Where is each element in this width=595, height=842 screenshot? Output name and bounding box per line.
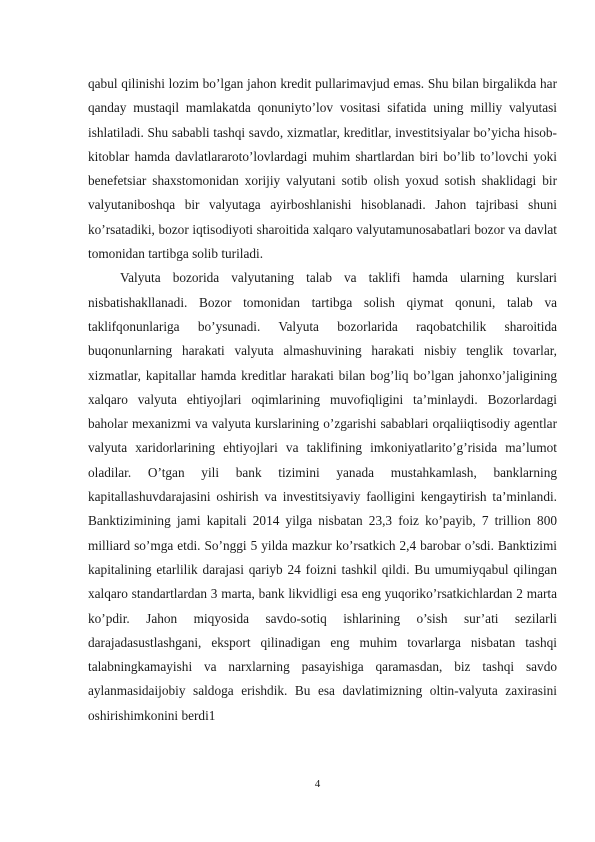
paragraph: qabul qilinishi lozim bo’lgan jahon kredit pullarimavjud emas. Shu bilan birgalikda har qanday mustaqil mamlakatda qonuniyto’lov vositasi sifatida uning milliy valyutasi ishlatiladi. Shu sababli tashqi savdo, xizmatlar, kreditlar, investitsiyalar bo’yicha hisob-kitoblar hamda davlatlararoto’lovlardagi muhim shartlardan biri bo’lib to’lovchi yoki benefetsiar shaxstomonidan xorijiy valyutani sotib olish yoxud sotish shaklidagi bir valyutaniboshqa bir valyutaga ayirboshlanishi hisoblanadi. Jahon tajribasi shuni ko’rsatadiki, bozor iqtisodiyoti sharoitida xalqaro valyutamunosabatlari bozor va davlat tomonidan tartibga solib turiladi. <box>88 76 557 262</box>
page-number: 4 <box>314 778 321 790</box>
paragraph: Valyuta bozorida valyutaning talab va taklifi hamda ularning kurslari nisbatishakllanadi. Bozor tomonidan tartibga solish qiymat qonuni, talab va taklifqonunlariga bo’ysunadi. Valyuta bozorlarida raqobatchilik sharoitida buqonunlarning harakati valyuta almashuvining harakati nisbiy tenglik tovarlar, xizmatlar, kapitallar hamda kreditlar harakati bilan bog’liq bo’lgan jahonxo’jaligining xalqaro valyuta ehtiyojlari oqimlarining muvofiqligini ta’minlaydi. Bozorlardagi baholar mexanizmi va valyuta kurslarining o’zgarishi sabablari orqaliiqtisodiy agentlar valyuta xaridorlarining ehtiyojlari va taklifining imkoniyatlarito’g’risida ma’lumot oladilar. O’tgan yili bank tizimini yanada mustahkamlash, banklarning kapitallashuvdarajasini oshirish va investitsiyaviy faolligini kengaytirish ta’minlandi. Banktizimining jami kapitali 2014 yilga nisbatan 23,3 foiz ko’payib, 7 trillion 800 milliard so’mga etdi. So’nggi 5 yilda mazkur ko’rsatkich 2,4 barobar o’sdi. Banktizimi kapitalining etarlilik darajasi qariyb 24 foizni tashkil qildi. Bu umumiyqabul qilingan xalqaro standartlardan 3 marta, bank likvidligi esa eng yuqoriko’rsatkichlardan 2 marta ko’pdir. Jahon miqyosida savdo-sotiq ishlarining o’sish sur’ati sezilarli darajadasustlashgani, eksport qilinadigan eng muhim tovarlarga nisbatan tashqi talabningkamayishi va narxlarning pasayishiga qaramasdan, biz tashqi savdo aylanmasidaijobiy saldoga erishdik. Bu esa davlatimizning oltin-valyuta zaxirasini oshirishimkonini berdi1 <box>88 270 557 723</box>
document-body <box>88 72 557 728</box>
